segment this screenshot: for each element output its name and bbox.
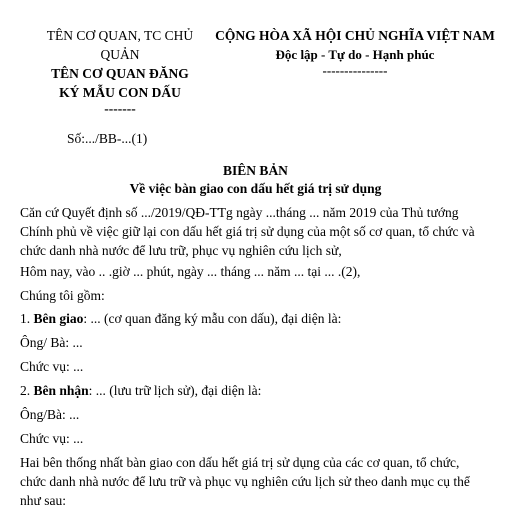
party1-number: 1.	[20, 311, 31, 326]
party2-label: Bên nhận	[33, 383, 89, 398]
agreement-paragraph	[20, 453, 505, 510]
party1-label: Bên giao	[33, 311, 84, 326]
title-subject: Về việc bàn giao con dấu hết giá trị sử dụng	[129, 181, 382, 196]
party2-position: Chức vụ: ...	[20, 431, 84, 446]
title-main: BIÊN BẢN	[223, 163, 288, 178]
basis-line-3: chức danh nhà nước để lưu trữ, phục vụ nghiên cứu lịch sử,	[20, 243, 342, 258]
party1-person: Ông/ Bà: ...	[20, 335, 83, 350]
party1-line	[20, 309, 505, 328]
document-title	[0, 162, 511, 198]
registration-agency-line2: KÝ MẪU CON DẤU	[59, 85, 181, 100]
national-motto: Độc lập - Tự do - Hạnh phúc	[275, 47, 435, 62]
issuing-agency-block	[40, 26, 200, 116]
we-include-line: Chúng tôi gồm:	[20, 288, 105, 303]
party2-person: Ông/Bà: ...	[20, 407, 80, 422]
basis-line-2: Chính phủ về việc giữ lại con dấu hết giá trị sử dụng của một số cơ quan, tổ chức và	[20, 224, 475, 239]
party2-description: : ... (lưu trữ lịch sử), đại diện là:	[88, 383, 262, 398]
basis-line-1: Căn cứ Quyết định số .../2019/QĐ-TTg ngày ...tháng ... năm 2019 của Thủ tướng	[20, 205, 459, 220]
today-line: Hôm nay, vào .. .giờ ... phút, ngày ... tháng ... năm ... tại ... .(2),	[20, 264, 361, 279]
party1-description: : ... (cơ quan đăng ký mẫu con dấu), đại diện là:	[83, 311, 342, 326]
document-number: Số:.../BB-...(1)	[67, 131, 148, 146]
left-separator: -------	[104, 101, 136, 116]
agreement-line-1: Hai bên thống nhất bàn giao con dấu hết giá trị sử dụng của các cơ quan, tổ chức,	[20, 455, 460, 470]
agency-name-line1: TÊN CƠ QUAN, TC CHỦ	[46, 28, 194, 43]
party2-number: 2.	[20, 383, 31, 398]
agreement-line-2: chức danh nhà nước để lưu trữ và phục vụ nghiên cứu lịch sử theo danh mục cụ thể	[20, 474, 470, 489]
country-name: CỘNG HÒA XÃ HỘI CHỦ NGHĨA VIỆT NAM	[215, 28, 495, 43]
national-title-block	[205, 26, 505, 78]
legal-basis-paragraph	[20, 203, 505, 260]
party2-line	[20, 381, 505, 400]
agreement-line-3: như sau:	[20, 493, 66, 508]
agency-name-line2: QUẢN	[100, 47, 140, 62]
party1-position: Chức vụ: ...	[20, 359, 84, 374]
registration-agency-line1: TÊN CƠ QUAN ĐĂNG	[51, 66, 189, 81]
right-separator: ---------------	[322, 63, 388, 78]
